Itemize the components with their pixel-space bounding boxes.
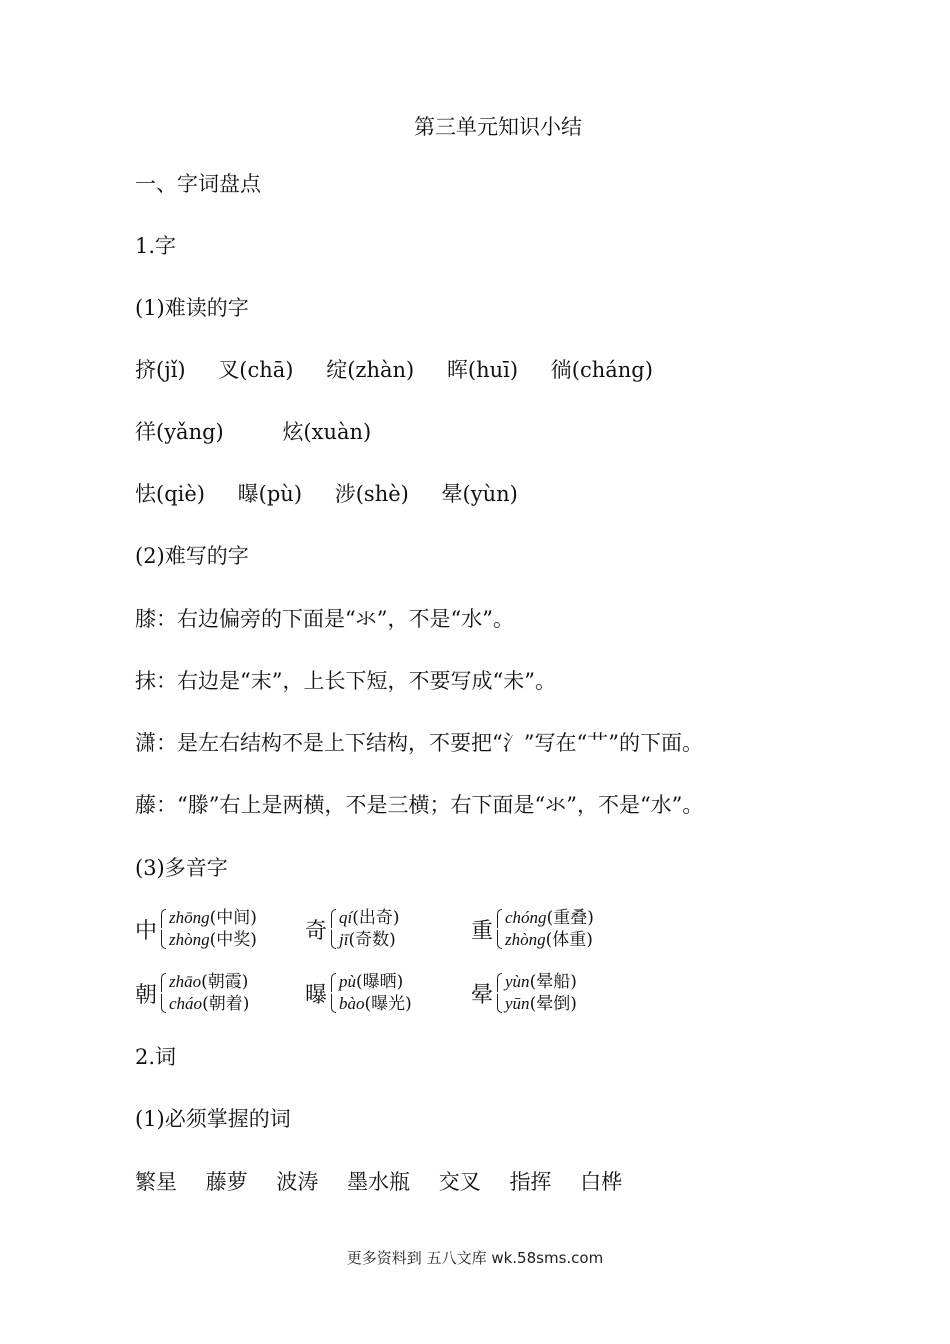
polyphonic-char: 中 xyxy=(135,918,158,944)
word-item: 波涛 xyxy=(276,1170,319,1194)
pinyin: cháo xyxy=(169,994,203,1013)
pinyin: yùn xyxy=(505,972,530,991)
reading-item: 涉(shè) xyxy=(334,482,409,506)
read-row-3 xyxy=(135,484,544,505)
heading-hard-to-write: (2)难写的字 xyxy=(135,544,249,568)
write-note: 潇：是左右结构不是上下结构，不要把“氵”写在“艹”的下面。 xyxy=(135,731,703,755)
polyphonic-item xyxy=(471,971,641,1015)
pinyin: zhòng xyxy=(169,930,210,949)
word-list xyxy=(135,1172,644,1193)
write-note: 抹：右边是“末”，上长下短，不要写成“未”。 xyxy=(135,669,556,693)
reading-item: 曝(pù) xyxy=(237,482,303,506)
pinyin: yūn xyxy=(505,994,530,1013)
word-item: 繁星 xyxy=(135,1170,177,1194)
polyphonic-row-2 xyxy=(135,971,641,1015)
word-item: 白桦 xyxy=(580,1170,623,1194)
polyphonic-char: 奇 xyxy=(305,918,328,944)
pinyin: zhāo xyxy=(169,972,202,991)
reading-item: 挤(jǐ) xyxy=(135,358,186,382)
polyphonic-item xyxy=(135,971,305,1015)
polyphonic-item xyxy=(305,907,471,951)
brace-icon xyxy=(495,907,501,951)
example-word: (中间) xyxy=(209,908,257,928)
heading-hard-to-read: (1)难读的字 xyxy=(135,296,249,320)
reading-item: 怯(qiè) xyxy=(135,482,205,506)
brace-icon xyxy=(329,971,335,1015)
reading-item: 叉(chā) xyxy=(218,358,294,382)
example-word: (朝着) xyxy=(202,994,250,1014)
word-item: 藤萝 xyxy=(205,1170,248,1194)
word-item: 墨水瓶 xyxy=(347,1170,411,1194)
pinyin: chóng xyxy=(505,908,547,927)
heading-polyphonic: (3)多音字 xyxy=(135,856,228,880)
polyphonic-item xyxy=(471,907,641,951)
pinyin: zhōng xyxy=(169,908,210,927)
example-word: (重叠) xyxy=(546,908,594,928)
read-row-1 xyxy=(135,360,679,381)
polyphonic-char: 重 xyxy=(471,918,494,944)
pinyin: zhòng xyxy=(505,930,546,949)
word-item: 交叉 xyxy=(438,1170,481,1194)
example-word: (晕船) xyxy=(529,972,577,992)
pinyin: pù xyxy=(339,972,357,991)
reading-item: 徜(cháng) xyxy=(550,358,653,382)
example-word: (曝晒) xyxy=(356,972,404,992)
example-word: (曝光) xyxy=(364,994,412,1014)
reading-item: 晖(huī) xyxy=(446,358,519,382)
write-note: 膝：右边偏旁的下面是“氺”，不是“水”。 xyxy=(135,607,514,631)
brace-icon xyxy=(159,971,165,1015)
example-word: (晕倒) xyxy=(529,994,577,1014)
reading-item: 炫(xuàn) xyxy=(282,420,372,444)
write-note: 藤：“滕”右上是两横，不是三横；右下面是“氺”，不是“水”。 xyxy=(135,793,704,817)
example-word: (奇数) xyxy=(348,930,396,950)
heading-must-master: (1)必须掌握的词 xyxy=(135,1107,291,1131)
example-word: (中奖) xyxy=(209,930,257,950)
reading-item: 徉(yǎng) xyxy=(135,420,224,444)
example-word: (朝霞) xyxy=(201,972,249,992)
polyphonic-row-1 xyxy=(135,907,641,951)
footer-link[interactable]: 更多资料到 五八文库 wk.58sms.com xyxy=(346,1249,604,1267)
brace-icon xyxy=(495,971,501,1015)
reading-item: 绽(zhàn) xyxy=(326,358,415,382)
brace-icon xyxy=(329,907,335,951)
pinyin: jī xyxy=(339,930,349,949)
section-heading: 一、字词盘点 xyxy=(135,172,261,196)
read-row-2 xyxy=(135,422,397,443)
polyphonic-item xyxy=(135,907,305,951)
brace-icon xyxy=(159,907,165,951)
subsection-words: 2.词 xyxy=(135,1045,177,1069)
example-word: (出奇) xyxy=(352,908,400,928)
pinyin: qí xyxy=(339,908,353,927)
reading-item: 晕(yùn) xyxy=(441,482,518,506)
polyphonic-char: 朝 xyxy=(135,982,158,1008)
page-title: 第三单元知识小结 xyxy=(414,115,582,139)
polyphonic-char: 曝 xyxy=(305,982,328,1008)
example-word: (体重) xyxy=(545,930,593,950)
polyphonic-item xyxy=(305,971,471,1015)
word-item: 指挥 xyxy=(509,1170,552,1194)
polyphonic-char: 晕 xyxy=(471,982,494,1008)
subsection-characters: 1.字 xyxy=(135,234,177,258)
pinyin: bào xyxy=(339,994,365,1013)
